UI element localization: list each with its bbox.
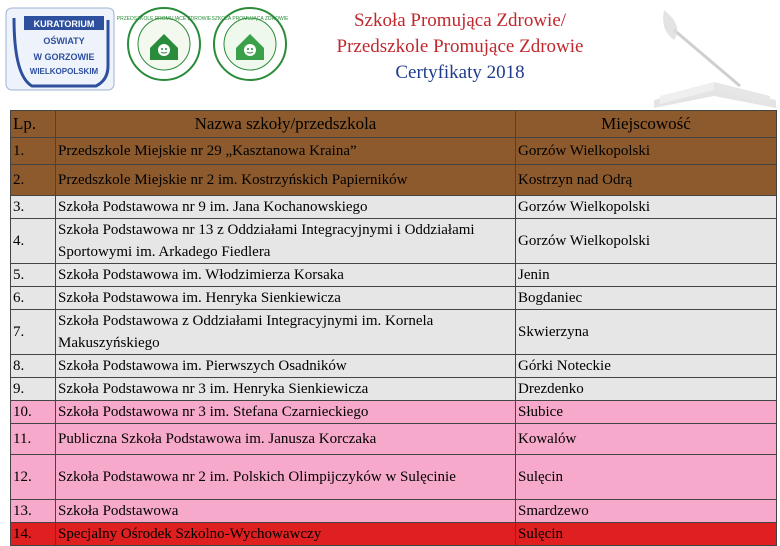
svg-text:PRZEDSZKOLE PROMUJĄCE ZDROWIE: PRZEDSZKOLE PROMUJĄCE ZDROWIE — [116, 16, 212, 22]
title-line-1: Szkoła Promująca Zdrowie/ — [353, 10, 567, 31]
row-lp: 4. — [11, 219, 56, 264]
certificates-table — [10, 110, 777, 546]
row-city: Bogdaniec — [516, 287, 777, 310]
row-lp: 8. — [11, 355, 56, 378]
row-city: Gorzów Wielkopolski — [516, 196, 777, 219]
svg-text:W GORZOWIE: W GORZOWIE — [33, 52, 95, 62]
row-name: Publiczna Szkoła Podstawowa im. Janusza Korczaka — [56, 424, 516, 455]
row-lp: 9. — [11, 378, 56, 401]
table-row — [11, 401, 777, 424]
row-name: Specjalny Ośrodek Szkolno-Wychowawczy — [56, 523, 516, 546]
row-city: Jenin — [516, 264, 777, 287]
row-city: Sulęcin — [516, 523, 777, 546]
title-line-2: Przedszkole Promujące Zdrowie — [336, 36, 584, 57]
row-city: Słubice — [516, 401, 777, 424]
row-name: Przedszkole Miejskie nr 2 im. Kostrzyńskich Papierników — [56, 165, 516, 196]
table-row — [11, 455, 777, 500]
row-lp: 2. — [11, 165, 56, 196]
table-row — [11, 500, 777, 523]
row-lp: 5. — [11, 264, 56, 287]
row-city: Gorzów Wielkopolski — [516, 138, 777, 165]
kuratorium-logo — [4, 6, 116, 92]
header-city: Miejscowość — [516, 111, 777, 138]
row-lp: 14. — [11, 523, 56, 546]
school-health-badge — [212, 6, 288, 82]
table-row — [11, 424, 777, 455]
row-lp: 11. — [11, 424, 56, 455]
table-row — [11, 378, 777, 401]
table-row — [11, 355, 777, 378]
row-lp: 12. — [11, 455, 56, 500]
header-name: Nazwa szkoły/przedszkola — [56, 111, 516, 138]
row-name: Szkoła Podstawowa im. Pierwszych Osadników — [56, 355, 516, 378]
row-lp: 13. — [11, 500, 56, 523]
row-name: Szkoła Podstawowa nr 9 im. Jana Kochanowskiego — [56, 196, 516, 219]
row-lp: 3. — [11, 196, 56, 219]
header-lp: Lp. — [11, 111, 56, 138]
svg-text:KURATORIUM: KURATORIUM — [33, 19, 95, 29]
svg-text:SZKOŁA PROMUJĄCA ZDROWIE: SZKOŁA PROMUJĄCA ZDROWIE — [211, 16, 289, 22]
row-name: Szkoła Podstawowa im. Henryka Sienkiewicza — [56, 287, 516, 310]
row-name: Szkoła Podstawowa nr 2 im. Polskich Olimpijczyków w Sulęcinie — [56, 455, 516, 500]
row-city: Sulęcin — [516, 455, 777, 500]
preschool-health-badge — [116, 6, 212, 82]
title-line-3: Certyfikaty 2018 — [395, 62, 525, 83]
header — [0, 0, 780, 112]
table-row — [11, 165, 777, 196]
row-name: Szkoła Podstawowa nr 3 im. Henryka Sienkiewicza — [56, 378, 516, 401]
table-row — [11, 287, 777, 310]
row-name: Szkoła Podstawowa nr 3 im. Stefana Czarnieckiego — [56, 401, 516, 424]
row-name: Szkoła Podstawowa z Oddziałami Integracyjnymi im. Kornela Makuszyńskiego — [56, 310, 516, 355]
table-row — [11, 196, 777, 219]
row-city: Górki Noteckie — [516, 355, 777, 378]
row-city: Drezdenko — [516, 378, 777, 401]
table-row — [11, 310, 777, 355]
row-lp: 1. — [11, 138, 56, 165]
table-header-row — [11, 111, 777, 138]
row-city: Smardzewo — [516, 500, 777, 523]
table-row — [11, 264, 777, 287]
row-city: Gorzów Wielkopolski — [516, 219, 777, 264]
svg-text:WIELKOPOLSKIM: WIELKOPOLSKIM — [29, 67, 99, 76]
row-lp: 10. — [11, 401, 56, 424]
row-name: Szkoła Podstawowa — [56, 500, 516, 523]
row-lp: 7. — [11, 310, 56, 355]
table-row — [11, 523, 777, 546]
row-city: Skwierzyna — [516, 310, 777, 355]
row-city: Kowalów — [516, 424, 777, 455]
table-row — [11, 138, 777, 165]
table-row — [11, 219, 777, 264]
book-pen-decoration — [644, 0, 780, 112]
page-title — [300, 8, 620, 86]
row-lp: 6. — [11, 287, 56, 310]
svg-text:OŚWIATY: OŚWIATY — [43, 36, 85, 46]
row-city: Kostrzyn nad Odrą — [516, 165, 777, 196]
row-name: Przedszkole Miejskie nr 29 „Kasztanowa Kraina” — [56, 138, 516, 165]
row-name: Szkoła Podstawowa im. Włodzimierza Korsaka — [56, 264, 516, 287]
row-name: Szkoła Podstawowa nr 13 z Oddziałami Integracyjnymi i Oddziałami Sportowymi im. Arkadego Fiedlera — [56, 219, 516, 264]
